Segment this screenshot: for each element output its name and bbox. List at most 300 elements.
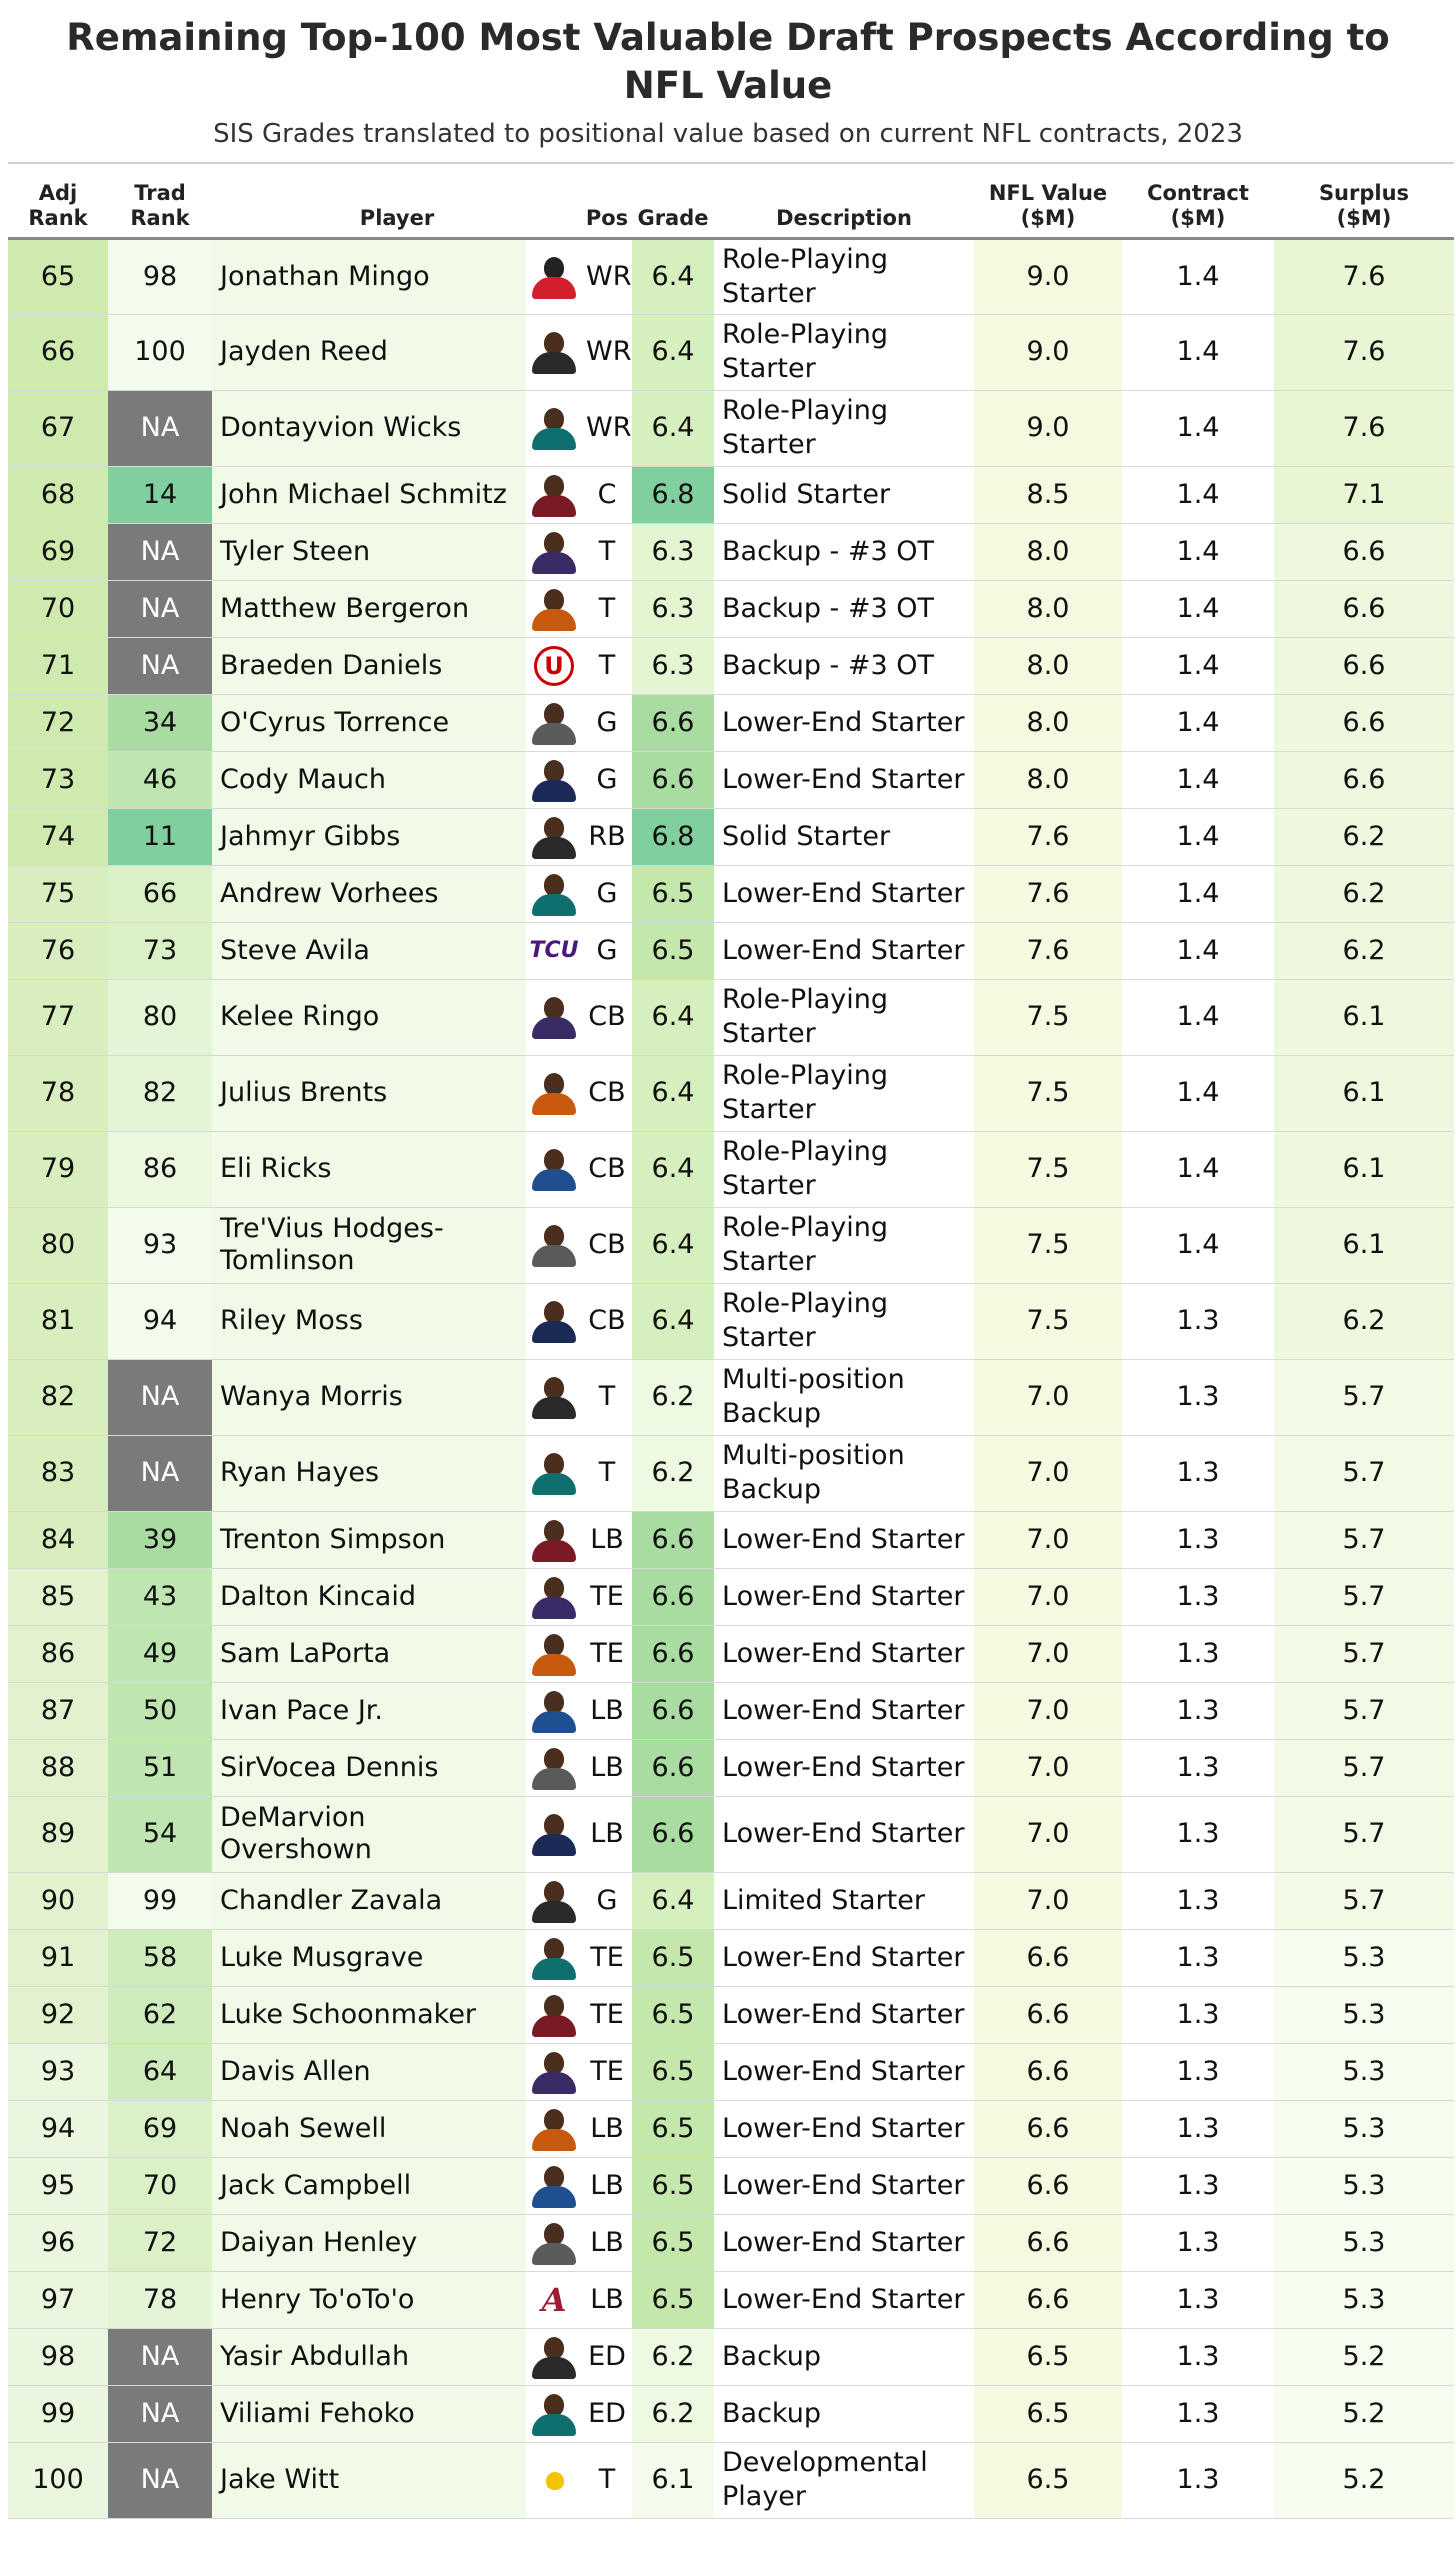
adj-rank-cell: 81 [8, 1283, 108, 1359]
description-cell: Role-Playing Starter [714, 390, 974, 466]
trad-rank-cell: 46 [108, 751, 212, 808]
adj-rank-cell: 77 [8, 979, 108, 1055]
player-image-cell [526, 1625, 582, 1682]
col-trad-rank-header: Trad Rank [108, 166, 212, 238]
grade-cell: 6.2 [632, 1359, 714, 1435]
contract-cell: 1.3 [1122, 1568, 1274, 1625]
player-name-cell: John Michael Schmitz [212, 466, 526, 523]
player-image-cell [526, 390, 582, 466]
position-cell: G [582, 694, 632, 751]
position-cell: T [582, 637, 632, 694]
surplus-cell: 6.1 [1274, 1055, 1454, 1131]
position-cell: TE [582, 1929, 632, 1986]
description-cell: Lower-End Starter [714, 2043, 974, 2100]
nfl-value-cell: 7.6 [974, 865, 1122, 922]
player-image-cell [526, 1568, 582, 1625]
table-header-row [8, 166, 1454, 238]
contract-cell: 1.4 [1122, 580, 1274, 637]
player-headshot-icon [528, 995, 580, 1039]
surplus-cell: 5.7 [1274, 1511, 1454, 1568]
adj-rank-cell: 70 [8, 580, 108, 637]
description-cell: Lower-End Starter [714, 2157, 974, 2214]
trad-rank-cell: NA [108, 390, 212, 466]
grade-cell: 6.4 [632, 979, 714, 1055]
surplus-cell: 6.1 [1274, 1207, 1454, 1283]
contract-cell: 1.3 [1122, 1986, 1274, 2043]
surplus-cell: 6.6 [1274, 694, 1454, 751]
adj-rank-cell: 69 [8, 523, 108, 580]
player-image-cell [526, 2271, 582, 2328]
player-image-cell [526, 238, 582, 314]
description-cell: Developmental Player [714, 2442, 974, 2518]
grade-cell: 6.2 [632, 2385, 714, 2442]
trad-rank-cell: 34 [108, 694, 212, 751]
grade-cell: 6.4 [632, 238, 714, 314]
grade-cell: 6.6 [632, 1739, 714, 1796]
position-cell: G [582, 751, 632, 808]
nfl-value-cell: 7.0 [974, 1872, 1122, 1929]
surplus-cell: 5.2 [1274, 2328, 1454, 2385]
grade-cell: 6.5 [632, 2214, 714, 2271]
contract-cell: 1.3 [1122, 1511, 1274, 1568]
player-name-cell: Julius Brents [212, 1055, 526, 1131]
grade-cell: 6.5 [632, 922, 714, 979]
player-name-cell: Dalton Kincaid [212, 1568, 526, 1625]
position-cell: CB [582, 1055, 632, 1131]
trad-rank-cell: 69 [108, 2100, 212, 2157]
adj-rank-cell: 68 [8, 466, 108, 523]
trad-rank-cell: 82 [108, 1055, 212, 1131]
player-name-cell: O'Cyrus Torrence [212, 694, 526, 751]
player-headshot-icon [528, 530, 580, 574]
nfl-value-cell: 6.6 [974, 1929, 1122, 1986]
player-headshot-icon [528, 2164, 580, 2208]
description-cell: Lower-End Starter [714, 2100, 974, 2157]
adj-rank-cell: 97 [8, 2271, 108, 2328]
trad-rank-cell: 73 [108, 922, 212, 979]
surplus-cell: 6.2 [1274, 922, 1454, 979]
player-headshot-icon [528, 1812, 580, 1856]
player-name-cell: Luke Musgrave [212, 1929, 526, 1986]
player-name-cell: Trenton Simpson [212, 1511, 526, 1568]
grade-cell: 6.8 [632, 466, 714, 523]
table-row [8, 238, 1454, 314]
surplus-cell: 5.3 [1274, 2043, 1454, 2100]
surplus-cell: 6.2 [1274, 865, 1454, 922]
player-headshot-icon [528, 1936, 580, 1980]
description-cell: Lower-End Starter [714, 1682, 974, 1739]
nfl-value-cell: 7.5 [974, 1055, 1122, 1131]
player-image-cell [526, 979, 582, 1055]
contract-cell: 1.3 [1122, 2214, 1274, 2271]
position-cell: G [582, 865, 632, 922]
table-row [8, 523, 1454, 580]
surplus-cell: 5.3 [1274, 1929, 1454, 1986]
player-image-cell [526, 580, 582, 637]
player-name-cell: Noah Sewell [212, 2100, 526, 2157]
table-row [8, 2385, 1454, 2442]
contract-cell: 1.4 [1122, 466, 1274, 523]
contract-cell: 1.3 [1122, 1796, 1274, 1872]
grade-cell: 6.5 [632, 2271, 714, 2328]
table-row [8, 2328, 1454, 2385]
description-cell: Limited Starter [714, 1872, 974, 1929]
description-cell: Lower-End Starter [714, 1929, 974, 1986]
player-headshot-icon [528, 815, 580, 859]
contract-cell: 1.3 [1122, 2442, 1274, 2518]
surplus-cell: 7.6 [1274, 238, 1454, 314]
player-name-cell: Ivan Pace Jr. [212, 1682, 526, 1739]
adj-rank-cell: 67 [8, 390, 108, 466]
trad-rank-cell: 43 [108, 1568, 212, 1625]
grade-cell: 6.4 [632, 1207, 714, 1283]
surplus-cell: 5.3 [1274, 2214, 1454, 2271]
player-image-cell [526, 694, 582, 751]
trad-rank-cell: 94 [108, 1283, 212, 1359]
trad-rank-cell: 80 [108, 979, 212, 1055]
table-row [8, 2214, 1454, 2271]
player-name-cell: Wanya Morris [212, 1359, 526, 1435]
adj-rank-cell: 87 [8, 1682, 108, 1739]
adj-rank-cell: 99 [8, 2385, 108, 2442]
position-cell: RB [582, 808, 632, 865]
contract-cell: 1.3 [1122, 2157, 1274, 2214]
adj-rank-cell: 93 [8, 2043, 108, 2100]
description-cell: Lower-End Starter [714, 2271, 974, 2328]
player-name-cell: Riley Moss [212, 1283, 526, 1359]
player-name-cell: Andrew Vorhees [212, 865, 526, 922]
grade-cell: 6.3 [632, 523, 714, 580]
surplus-cell: 7.6 [1274, 314, 1454, 390]
player-image-cell [526, 1359, 582, 1435]
surplus-cell: 6.1 [1274, 1131, 1454, 1207]
trad-rank-cell: 14 [108, 466, 212, 523]
position-cell: CB [582, 1283, 632, 1359]
nfl-value-cell: 6.6 [974, 2271, 1122, 2328]
table-row [8, 637, 1454, 694]
surplus-cell: 5.3 [1274, 2271, 1454, 2328]
trad-rank-cell: 78 [108, 2271, 212, 2328]
contract-cell: 1.3 [1122, 2385, 1274, 2442]
player-image-cell [526, 808, 582, 865]
grade-cell: 6.5 [632, 1929, 714, 1986]
trad-rank-cell: 58 [108, 1929, 212, 1986]
player-headshot-icon [528, 2221, 580, 2265]
player-image-cell [526, 1929, 582, 1986]
nfl-value-cell: 8.0 [974, 523, 1122, 580]
description-cell: Lower-End Starter [714, 1986, 974, 2043]
contract-cell: 1.3 [1122, 1872, 1274, 1929]
table-row [8, 1435, 1454, 1511]
position-cell: T [582, 2442, 632, 2518]
description-cell: Lower-End Starter [714, 751, 974, 808]
contract-cell: 1.4 [1122, 637, 1274, 694]
position-cell: TE [582, 2043, 632, 2100]
adj-rank-cell: 90 [8, 1872, 108, 1929]
description-cell: Lower-End Starter [714, 1625, 974, 1682]
col-description-header: Description [714, 166, 974, 238]
col-grade-header: Grade [632, 166, 714, 238]
player-name-cell: Viliami Fehoko [212, 2385, 526, 2442]
adj-rank-cell: 96 [8, 2214, 108, 2271]
nfl-value-cell: 6.6 [974, 2214, 1122, 2271]
player-headshot-icon [528, 1071, 580, 1115]
grade-cell: 6.5 [632, 2100, 714, 2157]
trad-rank-cell: 66 [108, 865, 212, 922]
player-image-cell [526, 314, 582, 390]
nfl-value-cell: 7.0 [974, 1359, 1122, 1435]
trad-rank-cell: 54 [108, 1796, 212, 1872]
position-cell: ED [582, 2385, 632, 2442]
contract-cell: 1.4 [1122, 865, 1274, 922]
player-name-cell: Matthew Bergeron [212, 580, 526, 637]
player-headshot-icon [528, 1689, 580, 1733]
table-row [8, 2157, 1454, 2214]
position-cell: CB [582, 979, 632, 1055]
nfl-value-cell: 6.6 [974, 2100, 1122, 2157]
player-image-cell [526, 2385, 582, 2442]
contract-cell: 1.4 [1122, 751, 1274, 808]
contract-cell: 1.4 [1122, 808, 1274, 865]
nfl-value-cell: 8.5 [974, 466, 1122, 523]
grade-cell: 6.8 [632, 808, 714, 865]
position-cell: WR [582, 238, 632, 314]
position-cell: T [582, 580, 632, 637]
adj-rank-cell: 89 [8, 1796, 108, 1872]
trad-rank-cell: 72 [108, 2214, 212, 2271]
player-name-cell: Tre'Vius Hodges-Tomlinson [212, 1207, 526, 1283]
adj-rank-cell: 94 [8, 2100, 108, 2157]
table-row [8, 466, 1454, 523]
position-cell: LB [582, 1739, 632, 1796]
nfl-value-cell: 7.0 [974, 1435, 1122, 1511]
player-headshot-icon [528, 2050, 580, 2094]
table-row [8, 808, 1454, 865]
trad-rank-cell: NA [108, 2328, 212, 2385]
col-pos-header: Pos [582, 166, 632, 238]
description-cell: Backup - #3 OT [714, 637, 974, 694]
table-row [8, 1283, 1454, 1359]
player-name-cell: Luke Schoonmaker [212, 1986, 526, 2043]
nfl-value-cell: 6.5 [974, 2442, 1122, 2518]
trad-rank-cell: 70 [108, 2157, 212, 2214]
adj-rank-cell: 66 [8, 314, 108, 390]
surplus-cell: 5.7 [1274, 1625, 1454, 1682]
player-name-cell: Dontayvion Wicks [212, 390, 526, 466]
player-headshot-icon [528, 406, 580, 450]
nfl-value-cell: 9.0 [974, 314, 1122, 390]
position-cell: LB [582, 2271, 632, 2328]
player-name-cell: Ryan Hayes [212, 1435, 526, 1511]
position-cell: TE [582, 1568, 632, 1625]
trad-rank-cell: 62 [108, 1986, 212, 2043]
contract-cell: 1.3 [1122, 2100, 1274, 2157]
adj-rank-cell: 79 [8, 1131, 108, 1207]
player-image-cell [526, 1283, 582, 1359]
player-headshot-icon [528, 1993, 580, 2037]
grade-cell: 6.4 [632, 390, 714, 466]
table-row [8, 2271, 1454, 2328]
description-cell: Lower-End Starter [714, 1568, 974, 1625]
adj-rank-cell: 88 [8, 1739, 108, 1796]
description-cell: Role-Playing Starter [714, 1283, 974, 1359]
contract-cell: 1.4 [1122, 314, 1274, 390]
table-row [8, 1796, 1454, 1872]
player-name-cell: Sam LaPorta [212, 1625, 526, 1682]
contract-cell: 1.3 [1122, 1625, 1274, 1682]
grade-cell: 6.6 [632, 1568, 714, 1625]
player-image-cell [526, 466, 582, 523]
description-cell: Lower-End Starter [714, 1739, 974, 1796]
nfl-value-cell: 8.0 [974, 580, 1122, 637]
table-row [8, 1568, 1454, 1625]
nfl-value-cell: 7.0 [974, 1511, 1122, 1568]
grade-cell: 6.5 [632, 2157, 714, 2214]
position-cell: LB [582, 2100, 632, 2157]
adj-rank-cell: 78 [8, 1055, 108, 1131]
player-headshot-icon [528, 2107, 580, 2151]
contract-cell: 1.4 [1122, 238, 1274, 314]
table-row [8, 1682, 1454, 1739]
description-cell: Role-Playing Starter [714, 1207, 974, 1283]
surplus-cell: 5.7 [1274, 1435, 1454, 1511]
adj-rank-cell: 84 [8, 1511, 108, 1568]
nfl-value-cell: 7.0 [974, 1625, 1122, 1682]
trad-rank-cell: 86 [108, 1131, 212, 1207]
col-player-header: Player [212, 166, 582, 238]
player-image-cell [526, 1739, 582, 1796]
player-image-cell [526, 637, 582, 694]
player-image-cell [526, 2214, 582, 2271]
position-cell: TE [582, 1625, 632, 1682]
player-name-cell: Steve Avila [212, 922, 526, 979]
grade-cell: 6.5 [632, 2043, 714, 2100]
nfl-value-cell: 7.6 [974, 922, 1122, 979]
player-image-cell [526, 1796, 582, 1872]
player-image-cell [526, 1131, 582, 1207]
description-cell: Lower-End Starter [714, 922, 974, 979]
page-title: Remaining Top-100 Most Valuable Draft Prospects According to NFL Value [66, 16, 1390, 107]
page-subtitle: SIS Grades translated to positional value based on current NFL contracts, 2023 [213, 119, 1243, 149]
table-row [8, 1207, 1454, 1283]
contract-cell: 1.3 [1122, 1682, 1274, 1739]
player-image-cell [526, 1872, 582, 1929]
description-cell: Solid Starter [714, 466, 974, 523]
hornet-logo-icon [528, 2458, 580, 2502]
description-cell: Backup - #3 OT [714, 523, 974, 580]
player-image-cell [526, 2043, 582, 2100]
player-image-cell [526, 1986, 582, 2043]
player-headshot-icon [528, 872, 580, 916]
grade-cell: 6.5 [632, 1986, 714, 2043]
grade-cell: 6.4 [632, 1131, 714, 1207]
player-headshot-icon [528, 1575, 580, 1619]
surplus-cell: 5.7 [1274, 1872, 1454, 1929]
table-row [8, 1986, 1454, 2043]
grade-cell: 6.6 [632, 1796, 714, 1872]
table-row [8, 1131, 1454, 1207]
surplus-cell: 6.2 [1274, 1283, 1454, 1359]
grade-cell: 6.5 [632, 865, 714, 922]
adj-rank-cell: 75 [8, 865, 108, 922]
adj-rank-cell: 92 [8, 1986, 108, 2043]
table-row [8, 865, 1454, 922]
nfl-value-cell: 7.5 [974, 1283, 1122, 1359]
nfl-value-cell: 7.0 [974, 1568, 1122, 1625]
contract-cell: 1.4 [1122, 390, 1274, 466]
description-cell: Role-Playing Starter [714, 238, 974, 314]
trad-rank-cell: NA [108, 580, 212, 637]
surplus-cell: 5.3 [1274, 1986, 1454, 2043]
table-row [8, 2100, 1454, 2157]
table-row [8, 1739, 1454, 1796]
player-image-cell [526, 1435, 582, 1511]
player-name-cell: Chandler Zavala [212, 1872, 526, 1929]
adj-rank-cell: 71 [8, 637, 108, 694]
position-cell: LB [582, 1682, 632, 1739]
player-headshot-icon [528, 1451, 580, 1495]
adj-rank-cell: 100 [8, 2442, 108, 2518]
trad-rank-cell: NA [108, 2442, 212, 2518]
description-cell: Lower-End Starter [714, 1796, 974, 1872]
contract-cell: 1.4 [1122, 1207, 1274, 1283]
position-cell: LB [582, 1511, 632, 1568]
player-name-cell: Jack Campbell [212, 2157, 526, 2214]
adj-rank-cell: 83 [8, 1435, 108, 1511]
contract-cell: 1.4 [1122, 1131, 1274, 1207]
adj-rank-cell: 95 [8, 2157, 108, 2214]
adj-rank-cell: 76 [8, 922, 108, 979]
player-name-cell: Kelee Ringo [212, 979, 526, 1055]
table-row [8, 1055, 1454, 1131]
player-headshot-icon [528, 1518, 580, 1562]
grade-cell: 6.6 [632, 1625, 714, 1682]
position-cell: T [582, 523, 632, 580]
position-cell: G [582, 922, 632, 979]
surplus-cell: 5.2 [1274, 2442, 1454, 2518]
player-name-cell: Henry To'oTo'o [212, 2271, 526, 2328]
player-name-cell: Tyler Steen [212, 523, 526, 580]
table-row [8, 2043, 1454, 2100]
position-cell: ED [582, 2328, 632, 2385]
grade-cell: 6.6 [632, 694, 714, 751]
player-name-cell: Davis Allen [212, 2043, 526, 2100]
player-name-cell: Daiyan Henley [212, 2214, 526, 2271]
position-cell: C [582, 466, 632, 523]
table-row [8, 1511, 1454, 1568]
col-surplus-header: Surplus ($M) [1274, 166, 1454, 238]
nfl-value-cell: 8.0 [974, 694, 1122, 751]
adj-rank-cell: 91 [8, 1929, 108, 1986]
grade-cell: 6.2 [632, 1435, 714, 1511]
nfl-value-cell: 6.6 [974, 2157, 1122, 2214]
player-headshot-icon [528, 2335, 580, 2379]
table-row [8, 580, 1454, 637]
header-divider [8, 162, 1454, 164]
player-headshot-icon [528, 1299, 580, 1343]
player-name-cell: Jayden Reed [212, 314, 526, 390]
position-cell: T [582, 1359, 632, 1435]
adj-rank-cell: 98 [8, 2328, 108, 2385]
player-headshot-icon [528, 2392, 580, 2436]
surplus-cell: 5.7 [1274, 1796, 1454, 1872]
description-cell: Backup [714, 2328, 974, 2385]
col-contract-header: Contract ($M) [1122, 166, 1274, 238]
table-row [8, 314, 1454, 390]
trad-rank-cell: 99 [108, 1872, 212, 1929]
player-headshot-icon [528, 587, 580, 631]
alabama-logo-icon: A [541, 2280, 567, 2319]
